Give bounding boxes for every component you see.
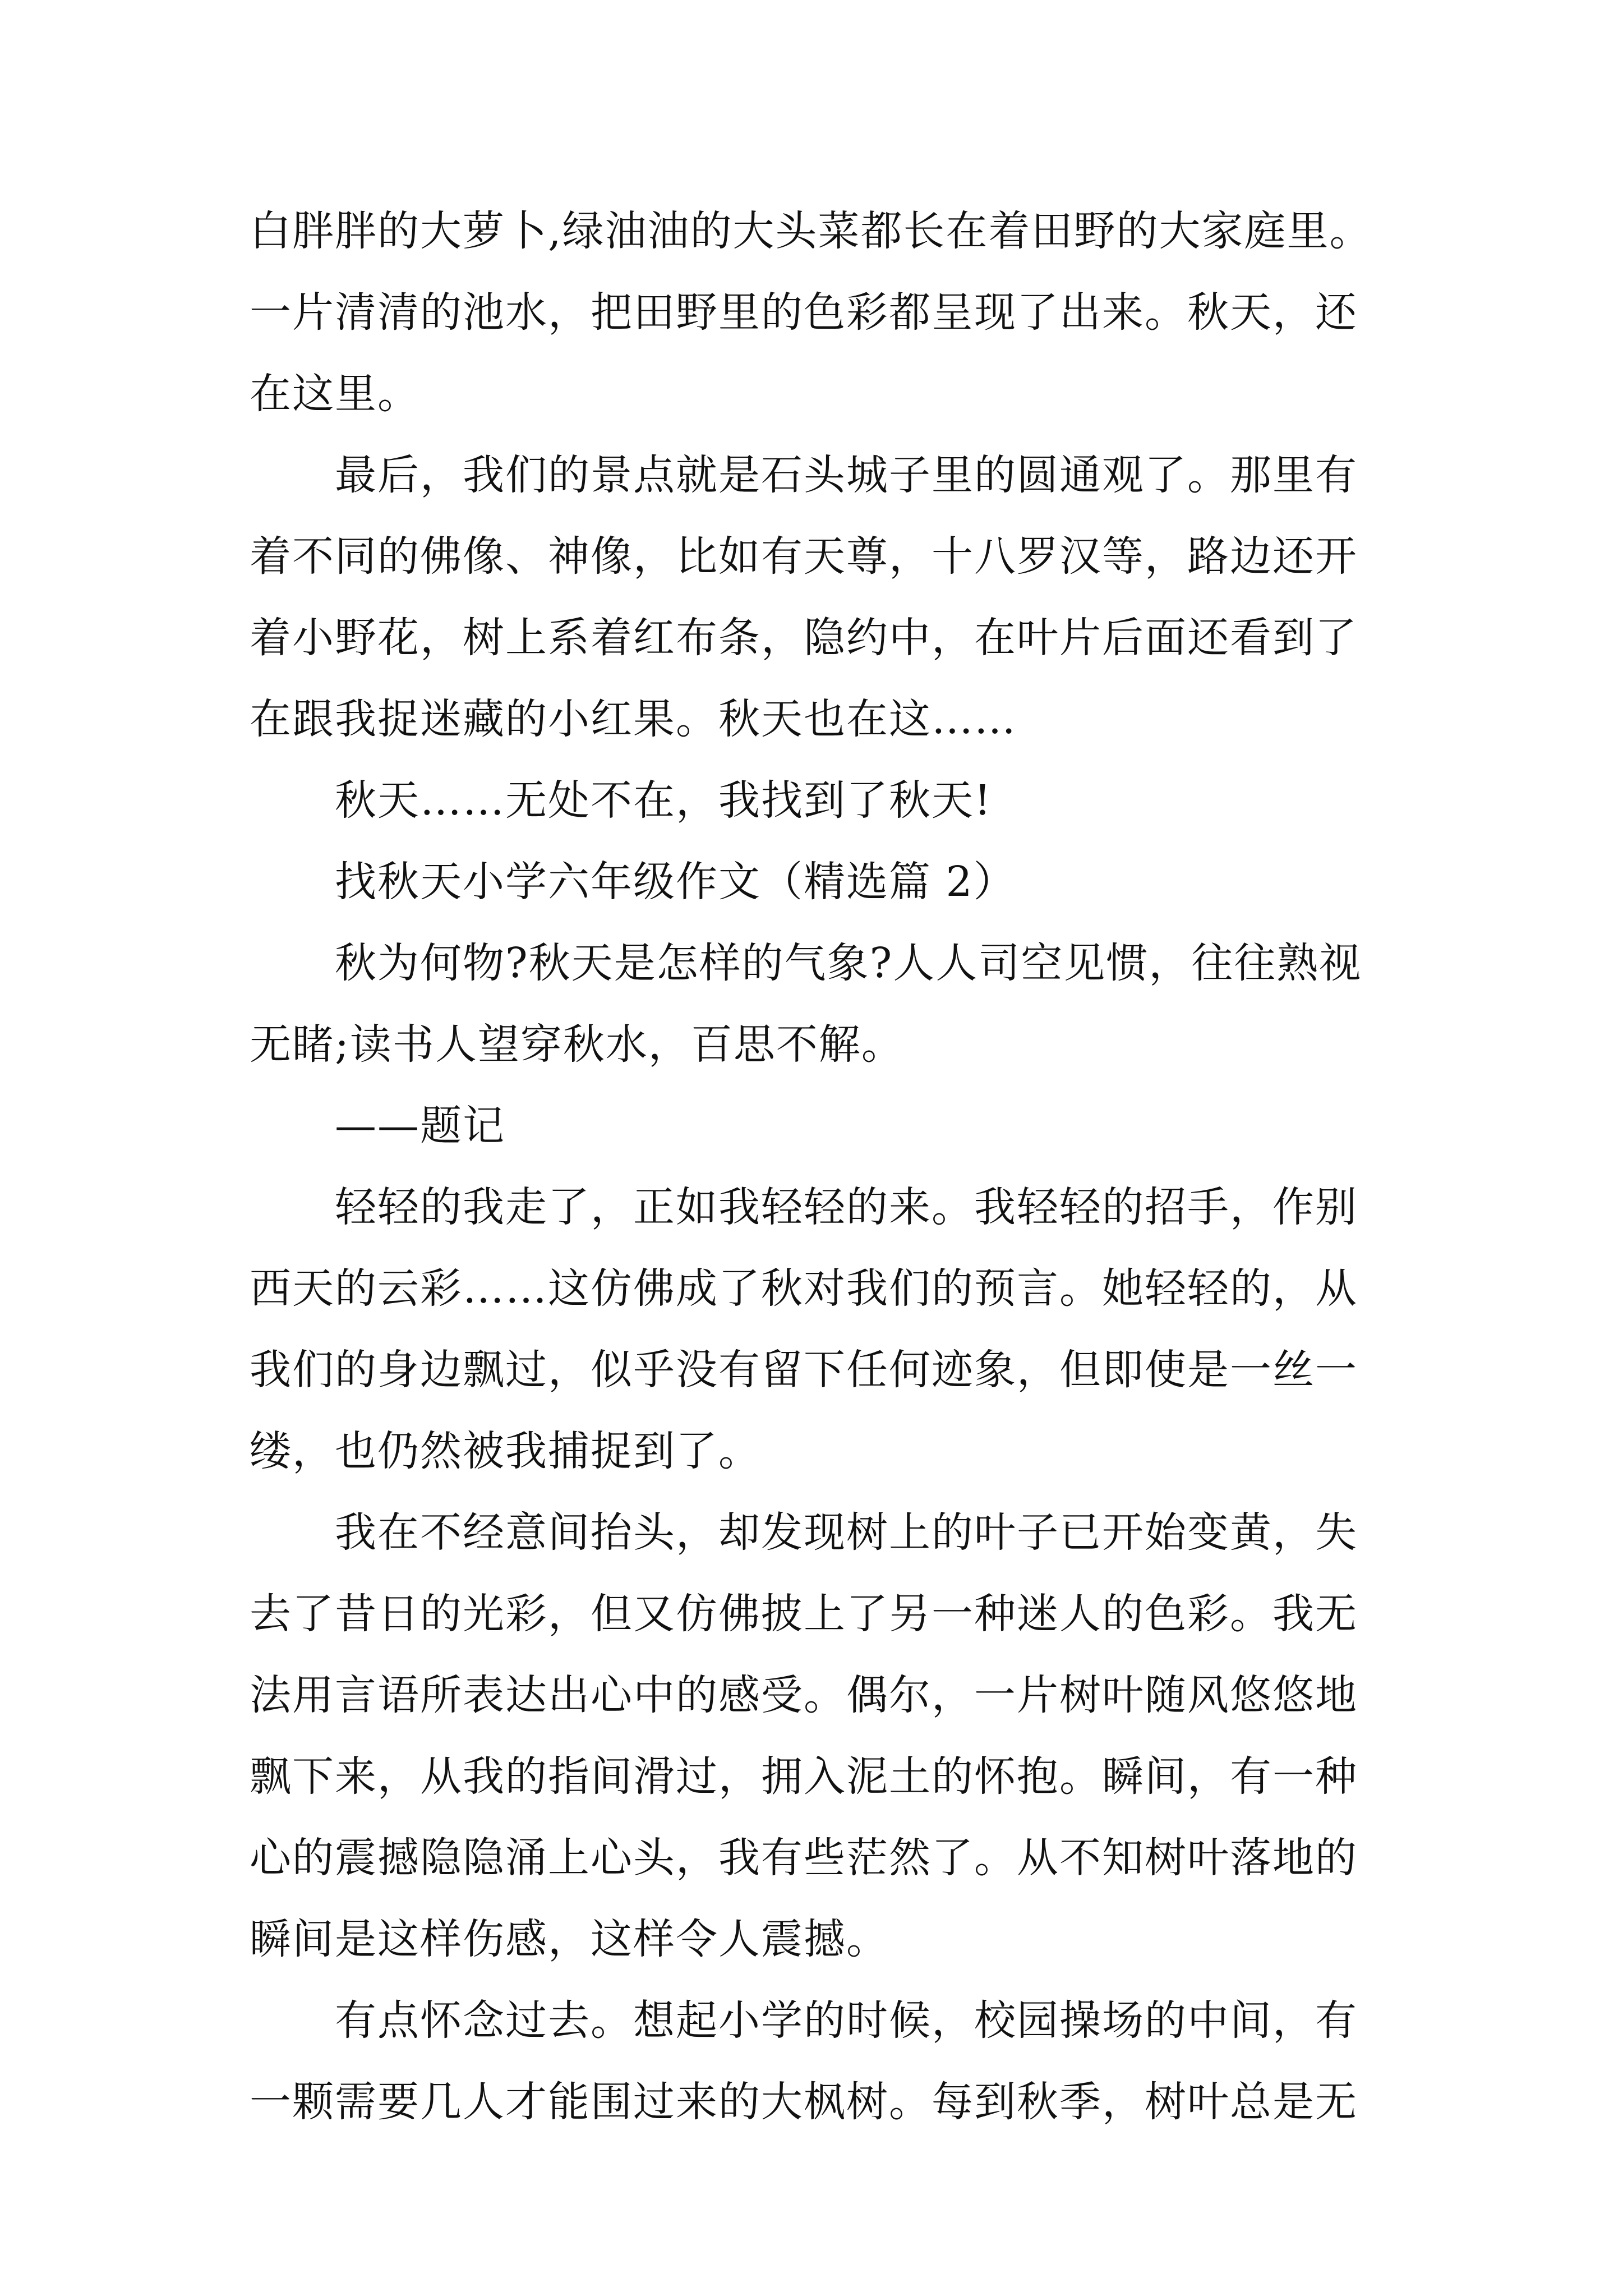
- text-line: 我在不经意间抬头，却发现树上的叶子已开始变黄，失: [335, 1508, 1358, 1557]
- text-line: 我们的身边飘过，似乎没有留下任何迹象，但即使是一丝一: [250, 1346, 1358, 1394]
- text-line: 有点怀念过去。想起小学的时候，校园操场的中间，有: [335, 1996, 1358, 2045]
- text-line: 着不同的佛像、神像，比如有天尊，十八罗汉等，路边还开: [250, 532, 1358, 581]
- text-line: 着小野花，树上系着红布条，隐约中，在叶片后面还看到了: [250, 614, 1358, 662]
- text-line: 秋天……无处不在，我找到了秋天!: [335, 776, 992, 825]
- text-line: 在跟我捉迷藏的小红果。秋天也在这……: [250, 695, 1017, 743]
- text-line: 法用言语所表达出心中的感受。偶尔，一片树叶随风悠悠地: [250, 1671, 1358, 1719]
- text-line: 在这里。: [250, 370, 420, 418]
- text-line: 秋为何物?秋天是怎样的气象?人人司空见惯，往往熟视: [335, 939, 1362, 987]
- text-line: 瞬间是这样伤感，这样令人震撼。: [250, 1915, 889, 1963]
- text-line: 一颗需要几人才能围过来的大枫树。每到秋季，树叶总是无: [250, 2078, 1358, 2126]
- article-body: [250, 191, 1444, 2143]
- text-line: 飘下来，从我的指间滑过，拥入泥土的怀抱。瞬间，有一种: [250, 1752, 1358, 1801]
- text-line: 心的震撼隐隐涌上心头，我有些茫然了。从不知树叶落地的: [250, 1834, 1358, 1882]
- text-line: 西天的云彩……这仿佛成了秋对我们的预言。她轻轻的，从: [250, 1264, 1358, 1313]
- text-line: 一片清清的池水，把田野里的色彩都呈现了出来。秋天，还: [250, 288, 1358, 337]
- text-line: 轻轻的我走了，正如我轻轻的来。我轻轻的招手，作别: [335, 1183, 1358, 1231]
- text-line: 去了昔日的光彩，但又仿佛披上了另一种迷人的色彩。我无: [250, 1590, 1358, 1638]
- epigraph-attribution: ——题记: [335, 1102, 505, 1150]
- text-line: 无睹;读书人望穿秋水，百思不解。: [250, 1020, 904, 1069]
- text-line: 白胖胖的大萝卜,绿油油的大头菜都长在着田野的大家庭里。: [250, 207, 1372, 255]
- section-heading: 找秋天小学六年级作文（精选篇 2）: [335, 858, 1016, 906]
- text-line: 最后，我们的景点就是石头城子里的圆通观了。那里有: [335, 451, 1358, 499]
- text-line: 缕，也仍然被我捕捉到了。: [250, 1427, 761, 1475]
